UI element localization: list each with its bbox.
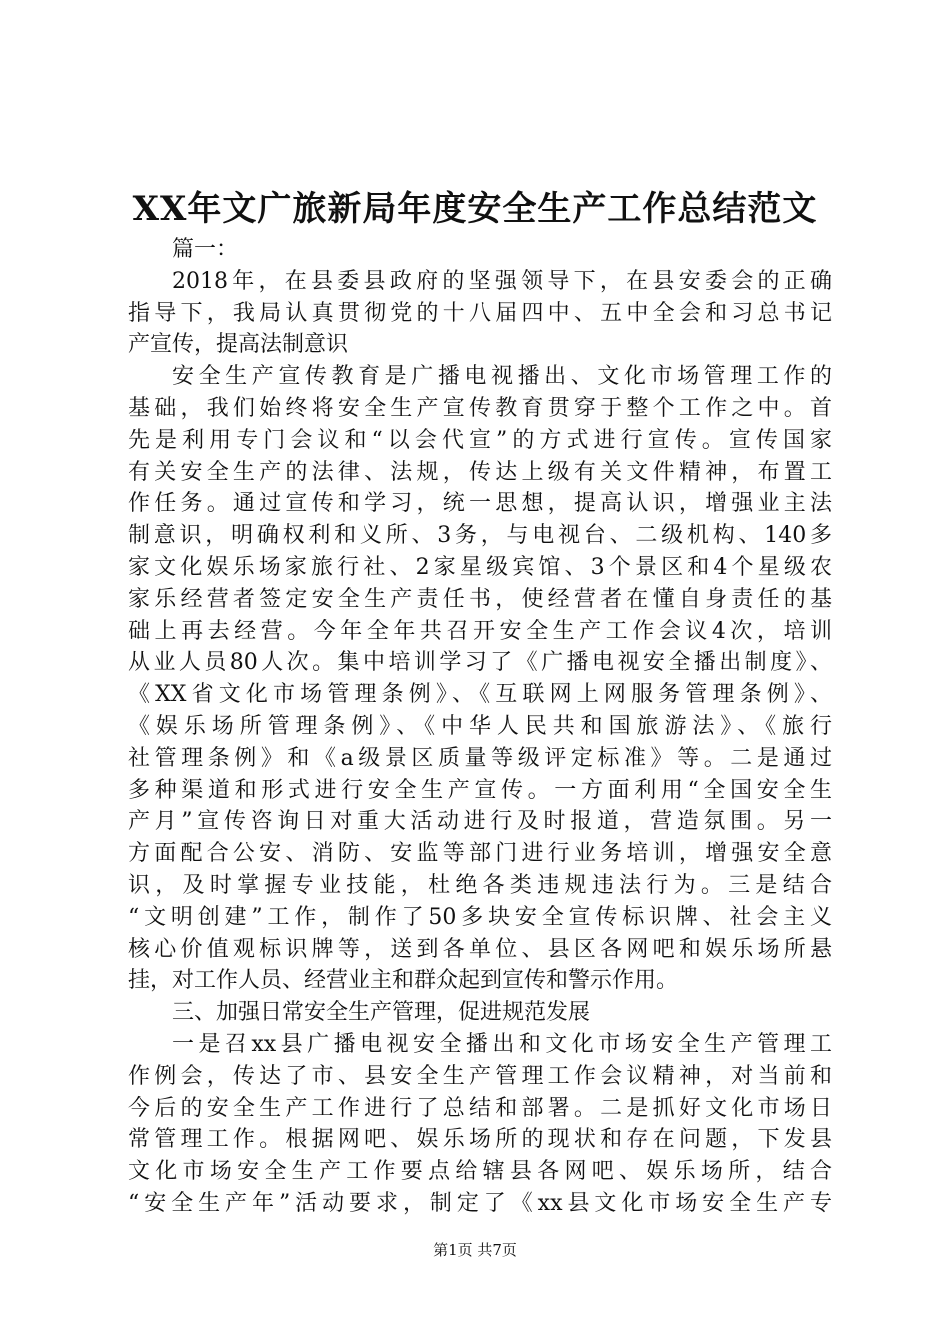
text-line: 《娱乐场所管理条例》、《中华人民共和国旅游法》、《旅行 [128, 713, 832, 739]
text-line: “安全生产年”活动要求，制定了《xx县文化市场安全生产专 [128, 1190, 832, 1216]
text-line: 制意识，明确权利和义所、3务，与电视台、二级机构、140多 [128, 523, 832, 549]
text-line: 文化市场安全生产工作要点给辖县各网吧、娱乐场所，结合 [128, 1159, 832, 1185]
document-title: XX年文广旅新局年度安全生产工作总结范文 [132, 189, 818, 229]
text-line: 家文化娱乐场家旅行社、2家星级宾馆、3个景区和4个星级农 [128, 554, 832, 580]
page-footer: 第1页 共7页 [433, 1241, 517, 1259]
text-line: 常管理工作。根据网吧、娱乐场所的现状和存在问题，下发县 [128, 1127, 832, 1153]
text-line: 2018年，在县委县政府的坚强领导下，在县安委会的正确 [172, 268, 832, 294]
text-line: 基础，我们始终将安全生产宣传教育贯穿于整个工作之中。首 [128, 395, 832, 421]
text-line: 先是利用专门会议和“以会代宣”的方式进行宣传。宣传国家 [128, 427, 832, 453]
text-line: 一是召xx县广播电视安全播出和文化市场安全生产管理工 [172, 1031, 832, 1057]
text-line: 核心价值观标识牌等，送到各单位、县区各网吧和娱乐场所悬 [128, 936, 832, 962]
text-line: 挂，对工作人员、经营业主和群众起到宣传和警示作用。 [128, 968, 679, 994]
text-line: 三、加强日常安全生产管理，促进规范发展 [172, 1000, 591, 1026]
text-line: 安全生产宣传教育是广播电视播出、文化市场管理工作的 [172, 364, 832, 390]
text-line: 多种渠道和形式进行安全生产宣传。一方面利用“全国安全生 [128, 777, 832, 803]
text-line: 指导下，我局认真贯彻党的十八届四中、五中全会和习总书记 [128, 300, 832, 326]
text-line: 产宣传，提高法制意识 [128, 332, 349, 358]
text-line: 从业人员80人次。集中培训学习了《广播电视安全播出制度》、 [128, 650, 832, 676]
text-line: 有关安全生产的法律、法规，传达上级有关文件精神，布置工 [128, 459, 832, 485]
text-line: 识，及时掌握专业技能，杜绝各类违规违法行为。三是结合 [128, 872, 832, 898]
text-line: 《XX省文化市场管理条例》、《互联网上网服务管理条例》、 [128, 682, 832, 708]
text-line: 方面配合公安、消防、安监等部门进行业务培训，增强安全意 [128, 841, 832, 867]
text-line: 今后的安全生产工作进行了总结和部署。二是抓好文化市场日 [128, 1095, 832, 1121]
text-line: 产月”宣传咨询日对重大活动进行及时报道，营造氛围。另一 [128, 809, 832, 835]
text-line: 作例会，传达了市、县安全生产管理工作会议精神，对当前和 [128, 1063, 832, 1089]
text-line: 家乐经营者签定安全生产责任书，使经营者在懂自身责任的基 [128, 586, 832, 612]
text-line: 社管理条例》和《a级景区质量等级评定标准》等。二是通过 [128, 745, 832, 771]
text-line: 础上再去经营。今年全年共召开安全生产工作会议4次，培训 [128, 618, 832, 644]
text-line: 篇一： [172, 237, 239, 262]
text-line: “文明创建”工作，制作了50多块安全宣传标识牌、社会主义 [128, 904, 832, 930]
text-line: 作任务。通过宣传和学习，统一思想，提高认识，增强业主法 [128, 491, 832, 517]
document-body [128, 234, 832, 1220]
